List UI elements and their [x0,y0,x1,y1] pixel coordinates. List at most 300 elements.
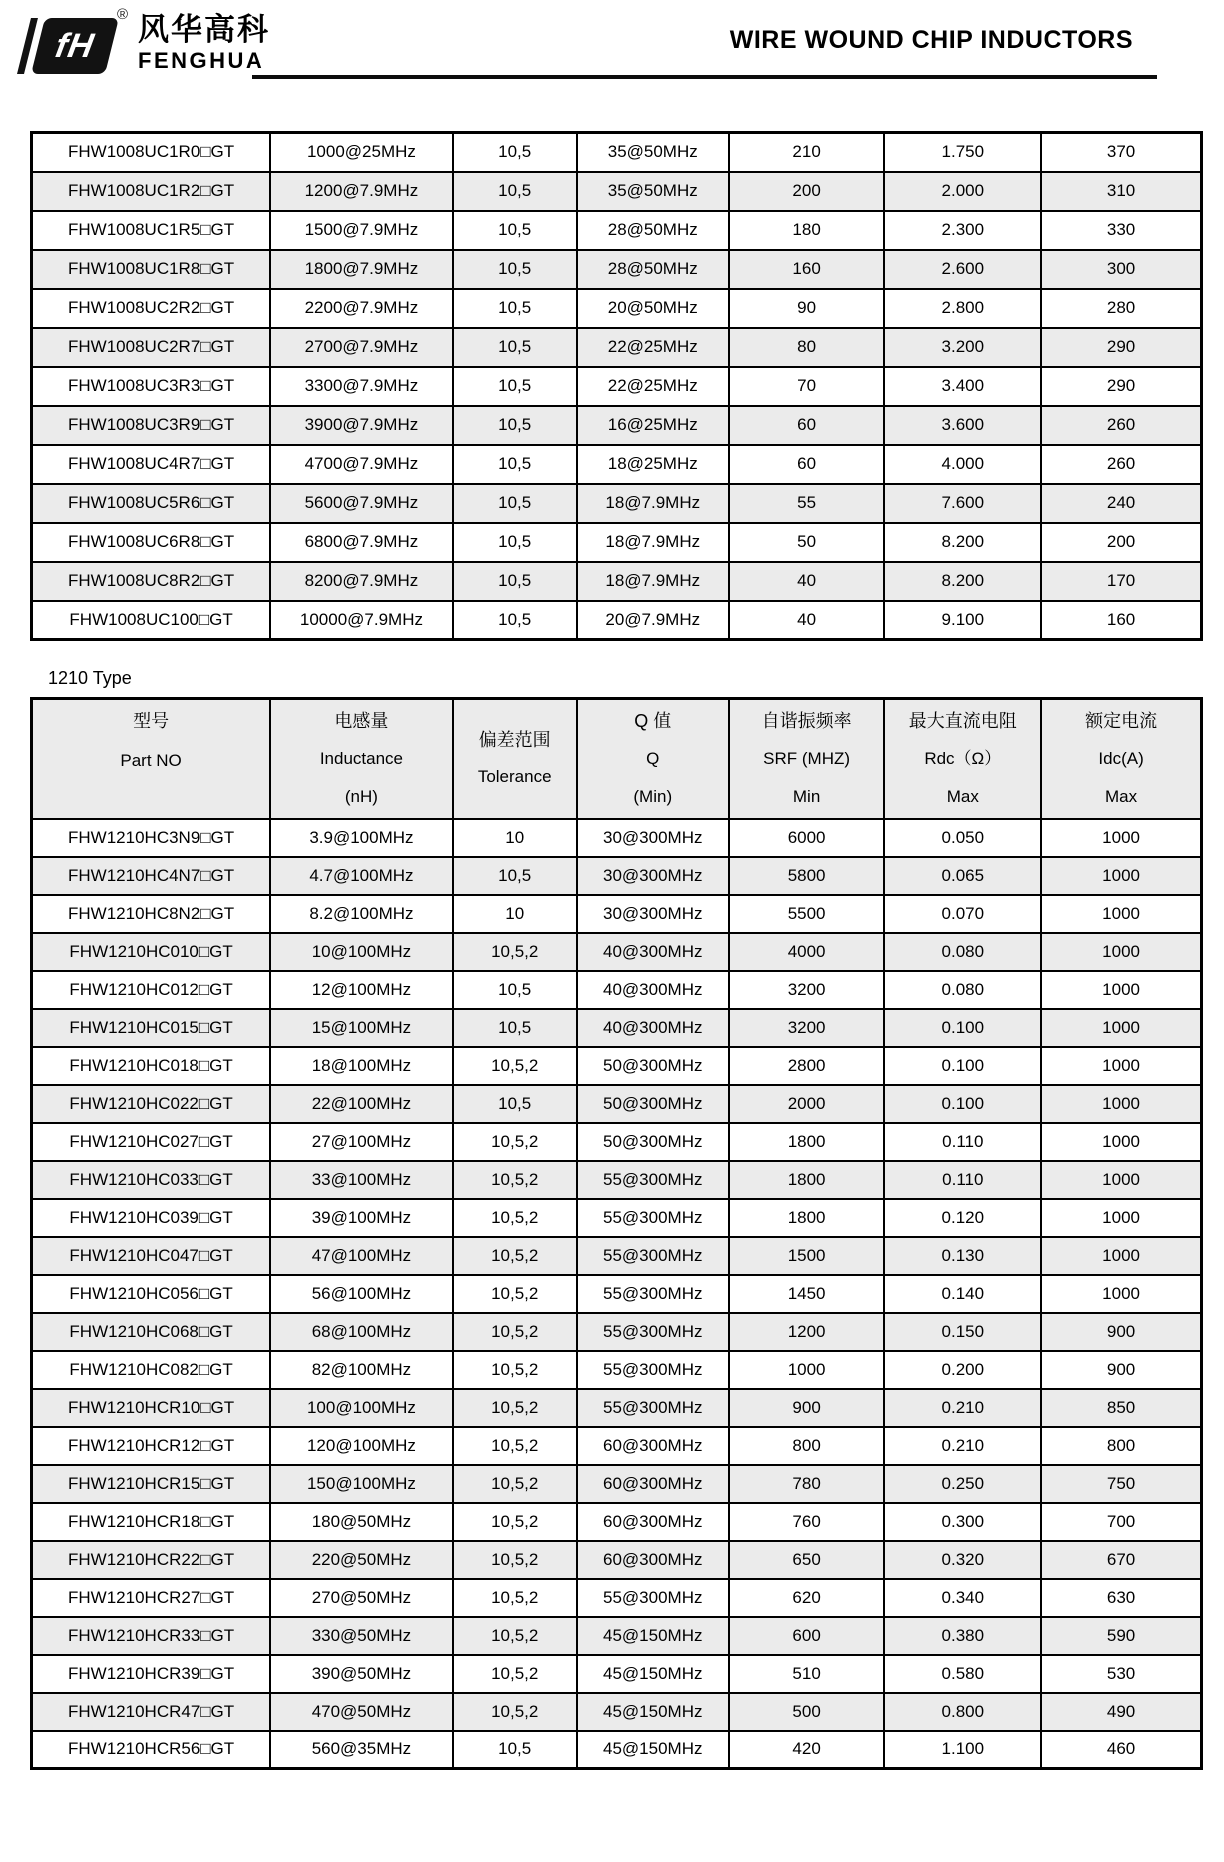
table-cell: 15@100MHz [270,1009,453,1047]
table-cell: 1000 [1041,1085,1201,1123]
table-cell: 22@25MHz [577,367,729,406]
table-cell: 18@100MHz [270,1047,453,1085]
table-row [32,328,1202,367]
table-cell: 2000 [729,1085,885,1123]
table-cell: 0.250 [884,1465,1041,1503]
table-cell: 0.580 [884,1655,1041,1693]
table-cell: 330 [1041,211,1201,250]
table-cell: FHW1008UC100□GT [32,601,271,640]
table-row [32,1047,1202,1085]
table-cell: 590 [1041,1617,1201,1655]
table-row [32,1275,1202,1313]
brand-text [138,14,270,72]
table-cell: 50@300MHz [577,1047,729,1085]
table-cell: 18@7.9MHz [577,523,729,562]
table-cell: 0.065 [884,857,1041,895]
table-cell: 150@100MHz [270,1465,453,1503]
col-header-part-no [32,699,271,819]
table-cell: 35@50MHz [577,133,729,172]
table-cell: 3.9@100MHz [270,819,453,857]
col-header-cn: Q 值 [634,711,672,731]
table-cell: 330@50MHz [270,1617,453,1655]
table-cell: 3200 [729,971,885,1009]
table-row [32,445,1202,484]
table-cell: 27@100MHz [270,1123,453,1161]
table-cell: 10,5 [453,250,577,289]
table-cell: 10,5,2 [453,1503,577,1541]
table-cell: 1000@25MHz [270,133,453,172]
table-cell: 55@300MHz [577,1275,729,1313]
table-cell: 0.140 [884,1275,1041,1313]
table-row [32,1313,1202,1351]
table-cell: 10,5,2 [453,1541,577,1579]
table-cell: FHW1210HCR22□GT [32,1541,271,1579]
table-cell: 45@150MHz [577,1693,729,1731]
table-cell: 8.200 [884,523,1041,562]
table-row [32,250,1202,289]
table-cell: 420 [729,1731,885,1769]
col-header-sub: Max [946,786,979,806]
table-cell: 60@300MHz [577,1503,729,1541]
col-header-en: SRF (MHZ) [763,748,851,768]
col-header-cn: 最大直流电阻 [908,711,1017,731]
table-cell: FHW1210HC010□GT [32,933,271,971]
table-cell: 55 [729,484,885,523]
table-cell: 2700@7.9MHz [270,328,453,367]
table-cell: 10,5,2 [453,1047,577,1085]
table-cell: 1000 [1041,933,1201,971]
table-row [32,1237,1202,1275]
table-cell: 460 [1041,1731,1201,1769]
table-cell: 3.400 [884,367,1041,406]
table-cell: 8.2@100MHz [270,895,453,933]
table-cell: 56@100MHz [270,1275,453,1313]
table-cell: FHW1210HCR15□GT [32,1465,271,1503]
table-cell: 280 [1041,289,1201,328]
table-cell: FHW1210HC022□GT [32,1085,271,1123]
table-cell: 0.100 [884,1047,1041,1085]
table-cell: 10,5,2 [453,1427,577,1465]
col-header-idc [1041,699,1201,819]
table-cell: 10,5 [453,1085,577,1123]
table-cell: 4.7@100MHz [270,857,453,895]
table-cell: 800 [1041,1427,1201,1465]
table-cell: FHW1008UC6R8□GT [32,523,271,562]
table-cell: 55@300MHz [577,1199,729,1237]
table-cell: 16@25MHz [577,406,729,445]
table-cell: 1800@7.9MHz [270,250,453,289]
col-header-cn: 型号 [133,711,170,731]
table-cell: 0.080 [884,933,1041,971]
table-cell: 180 [729,211,885,250]
logo-mark-letters: fH [52,26,98,65]
table-cell: 30@300MHz [577,819,729,857]
table-cell: FHW1210HC056□GT [32,1275,271,1313]
table-cell: 560@35MHz [270,1731,453,1769]
table-cell: 780 [729,1465,885,1503]
table-cell: 700 [1041,1503,1201,1541]
table-cell: 1500 [729,1237,885,1275]
table-cell: 160 [1041,601,1201,640]
table-cell: 630 [1041,1579,1201,1617]
table-cell: 90 [729,289,885,328]
table-cell: 800 [729,1427,885,1465]
table-cell: 10,5 [453,133,577,172]
table-cell: 60@300MHz [577,1465,729,1503]
table-cell: 10,5 [453,406,577,445]
table-cell: FHW1008UC2R7□GT [32,328,271,367]
fenghua-logo-icon [24,6,128,74]
table-cell: 0.200 [884,1351,1041,1389]
col-header-srf [729,699,885,819]
table-row [32,1731,1202,1769]
table-cell: 10,5 [453,484,577,523]
table-row [32,484,1202,523]
table-cell: 45@150MHz [577,1617,729,1655]
table-cell: 0.110 [884,1161,1041,1199]
table-cell: 1000 [1041,1199,1201,1237]
table-cell: 50 [729,523,885,562]
table-cell: FHW1210HCR10□GT [32,1389,271,1427]
col-header-tolerance [453,699,577,819]
table-cell: 10,5 [453,857,577,895]
table-cell: 10,5,2 [453,933,577,971]
table-cell: 55@300MHz [577,1161,729,1199]
table-cell: 390@50MHz [270,1655,453,1693]
table-cell: 210 [729,133,885,172]
table-cell: 50@300MHz [577,1123,729,1161]
page-title: WIRE WOUND CHIP INDUCTORS [729,26,1133,54]
table-cell: 9.100 [884,601,1041,640]
table-cell: 0.050 [884,819,1041,857]
table-cell: 3200 [729,1009,885,1047]
col-header-en: Tolerance [477,767,552,787]
table-cell: 2.000 [884,172,1041,211]
table-cell: FHW1008UC1R0□GT [32,133,271,172]
table-1210hc-body [32,819,1202,1769]
table-cell: FHW1210HCR27□GT [32,1579,271,1617]
table-cell: 40@300MHz [577,1009,729,1047]
table-cell: 55@300MHz [577,1237,729,1275]
table-cell: 0.800 [884,1693,1041,1731]
table-cell: 0.320 [884,1541,1041,1579]
table-cell: 10000@7.9MHz [270,601,453,640]
table-cell: 5600@7.9MHz [270,484,453,523]
table-cell: 0.100 [884,1009,1041,1047]
table-cell: 40 [729,562,885,601]
table-cell: 55@300MHz [577,1389,729,1427]
fenghua-logo [24,4,270,74]
table-1008uc-body [32,133,1202,640]
table-row [32,933,1202,971]
col-header-cn: 偏差范围 [478,730,551,751]
section-label-1210-type: 1210 Type [48,668,132,688]
table-cell: 260 [1041,406,1201,445]
table-cell: 1000 [1041,1123,1201,1161]
table-cell: 10,5,2 [453,1275,577,1313]
table-cell: 5500 [729,895,885,933]
table-cell: 1200 [729,1313,885,1351]
table-cell: 10,5 [453,289,577,328]
table-cell: 1000 [1041,857,1201,895]
table-cell: 45@150MHz [577,1655,729,1693]
table-cell: 530 [1041,1655,1201,1693]
table-cell: 1.750 [884,133,1041,172]
table-cell: 3900@7.9MHz [270,406,453,445]
table-cell: 10,5,2 [453,1389,577,1427]
table-cell: 600 [729,1617,885,1655]
col-header-en: Part NO [120,751,182,770]
table-row [32,1123,1202,1161]
table-cell: 900 [1041,1313,1201,1351]
table-cell: 270@50MHz [270,1579,453,1617]
table-cell: 3300@7.9MHz [270,367,453,406]
table-cell: 670 [1041,1541,1201,1579]
table-cell: 500 [729,1693,885,1731]
table-cell: 10 [453,819,577,857]
table-cell: 0.380 [884,1617,1041,1655]
table-cell: 40 [729,601,885,640]
table-row [32,1579,1202,1617]
table-cell: 0.150 [884,1313,1041,1351]
table-cell: 4000 [729,933,885,971]
col-header-en: Inductance [319,748,404,768]
table-cell: 1.100 [884,1731,1041,1769]
table-cell: FHW1210HC018□GT [32,1047,271,1085]
table-cell: 0.120 [884,1199,1041,1237]
table-cell: 50@300MHz [577,1085,729,1123]
table-cell: FHW1008UC5R6□GT [32,484,271,523]
table-cell: FHW1210HCR18□GT [32,1503,271,1541]
table-row [32,211,1202,250]
table-cell: 1500@7.9MHz [270,211,453,250]
table-cell: 1800 [729,1199,885,1237]
table-cell: 220@50MHz [270,1541,453,1579]
table-cell: 1000 [1041,1161,1201,1199]
table-cell: 6800@7.9MHz [270,523,453,562]
table-cell: FHW1210HC047□GT [32,1237,271,1275]
table-row [32,1161,1202,1199]
table-cell: 0.080 [884,971,1041,1009]
table-cell: 10,5,2 [453,1199,577,1237]
table-cell: 20@50MHz [577,289,729,328]
table-cell: 18@7.9MHz [577,562,729,601]
table-cell: FHW1210HC033□GT [32,1161,271,1199]
table-cell: 22@100MHz [270,1085,453,1123]
table-cell: 180@50MHz [270,1503,453,1541]
table-cell: 0.130 [884,1237,1041,1275]
table-cell: FHW1210HC4N7□GT [32,857,271,895]
table-cell: FHW1210HC012□GT [32,971,271,1009]
table-cell: 10,5 [453,562,577,601]
table-1210hc-header [32,699,1202,819]
table-cell: 10,5,2 [453,1351,577,1389]
col-header-cn: 额定电流 [1085,711,1158,731]
table-row [32,367,1202,406]
table-cell: FHW1008UC3R3□GT [32,367,271,406]
col-header-cn: 自谐振频率 [761,711,852,731]
table-cell: 30@300MHz [577,895,729,933]
table-cell: 10,5 [453,601,577,640]
table-cell: 39@100MHz [270,1199,453,1237]
table-row [32,289,1202,328]
table-cell: 120@100MHz [270,1427,453,1465]
table-cell: 60 [729,445,885,484]
table-row [32,601,1202,640]
col-header-q [577,699,729,819]
table-cell: 10,5,2 [453,1161,577,1199]
table-cell: 1000 [1041,971,1201,1009]
table-cell: 4700@7.9MHz [270,445,453,484]
table-cell: FHW1008UC1R8□GT [32,250,271,289]
table-cell: 10,5 [453,328,577,367]
table-cell: 760 [729,1503,885,1541]
table-cell: 7.600 [884,484,1041,523]
table-cell: 310 [1041,172,1201,211]
table-cell: 10,5 [453,172,577,211]
table-cell: 1000 [1041,1047,1201,1085]
table-cell: 900 [729,1389,885,1427]
table-cell: 8200@7.9MHz [270,562,453,601]
table-cell: 28@50MHz [577,211,729,250]
table-cell: 240 [1041,484,1201,523]
table-row [32,172,1202,211]
table-cell: 750 [1041,1465,1201,1503]
table-cell: 55@300MHz [577,1313,729,1351]
table-cell: 1000 [1041,1009,1201,1047]
table-cell: 35@50MHz [577,172,729,211]
table-cell: 200 [729,172,885,211]
col-header-en: Idc(A) [1098,748,1144,768]
table-cell: 0.210 [884,1427,1041,1465]
logo-mark-shape [31,18,119,74]
header-row [32,699,1202,819]
table-cell: 510 [729,1655,885,1693]
table-cell: 0.100 [884,1085,1041,1123]
table-row [32,819,1202,857]
table-cell: 490 [1041,1693,1201,1731]
table-row [32,1655,1202,1693]
table-1210hc [30,697,1203,1770]
table-cell: 1000 [1041,1275,1201,1313]
table-cell: FHW1210HC8N2□GT [32,895,271,933]
table-cell: FHW1210HC068□GT [32,1313,271,1351]
table-cell: 10,5,2 [453,1123,577,1161]
col-header-sub: Min [792,786,821,806]
table-cell: 47@100MHz [270,1237,453,1275]
table-cell: 10,5 [453,523,577,562]
table-cell: 10,5 [453,367,577,406]
table-cell: 10,5,2 [453,1693,577,1731]
table-cell: 60 [729,406,885,445]
table-cell: 4.000 [884,445,1041,484]
table-cell: 80 [729,328,885,367]
table-cell: 1800 [729,1161,885,1199]
table-cell: 100@100MHz [270,1389,453,1427]
table-row [32,133,1202,172]
table-row [32,895,1202,933]
table-row [32,857,1202,895]
table-cell: 650 [729,1541,885,1579]
table-cell: 0.110 [884,1123,1041,1161]
table-row [32,1465,1202,1503]
table-cell: 10 [453,895,577,933]
table-cell: 40@300MHz [577,933,729,971]
table-cell: FHW1008UC1R2□GT [32,172,271,211]
table-cell: 1800 [729,1123,885,1161]
col-header-en: Q [646,748,660,768]
col-header-inductance [270,699,453,819]
table-cell: 5800 [729,857,885,895]
page-header [30,0,1203,79]
table-cell: 1000 [729,1351,885,1389]
table-cell: 10,5,2 [453,1465,577,1503]
table-cell: 28@50MHz [577,250,729,289]
table-cell: 1000 [1041,1237,1201,1275]
table-cell: 2.600 [884,250,1041,289]
table-row [32,562,1202,601]
table-cell: 10,5,2 [453,1579,577,1617]
table-cell: 10,5 [453,445,577,484]
table-row [32,1389,1202,1427]
table-cell: 33@100MHz [270,1161,453,1199]
table-cell: 0.340 [884,1579,1041,1617]
table-cell: 1450 [729,1275,885,1313]
table-row [32,1503,1202,1541]
table-cell: 2.800 [884,289,1041,328]
table-cell: FHW1210HC039□GT [32,1199,271,1237]
col-header-sub: (Min) [633,786,673,806]
table-cell: FHW1210HCR12□GT [32,1427,271,1465]
table-cell: 70 [729,367,885,406]
table-row [32,1085,1202,1123]
table-row [32,406,1202,445]
table-cell: FHW1210HCR47□GT [32,1693,271,1731]
table-row [32,971,1202,1009]
table-cell: 60@300MHz [577,1541,729,1579]
brand-name-cn: 风华高科 [138,12,270,47]
table-row [32,1427,1202,1465]
table-row [32,1351,1202,1389]
table-cell: 160 [729,250,885,289]
table-cell: FHW1210HCR33□GT [32,1617,271,1655]
table-cell: 260 [1041,445,1201,484]
col-header-cn: 电感量 [334,711,389,731]
table-cell: 55@300MHz [577,1579,729,1617]
table-cell: 300 [1041,250,1201,289]
table-row [32,1009,1202,1047]
table-cell: 10,5 [453,1731,577,1769]
table-cell: 10,5,2 [453,1237,577,1275]
table-cell: 82@100MHz [270,1351,453,1389]
table-cell: 10,5,2 [453,1655,577,1693]
table-row [32,1199,1202,1237]
table-cell: FHW1210HC3N9□GT [32,819,271,857]
col-header-sub: (nH) [344,786,378,806]
table-cell: FHW1008UC1R5□GT [32,211,271,250]
col-header-sub: Max [1105,786,1138,806]
table-cell: 1000 [1041,819,1201,857]
table-row [32,1693,1202,1731]
table-cell: 40@300MHz [577,971,729,1009]
table-cell: 10,5 [453,1009,577,1047]
table-cell: 0.070 [884,895,1041,933]
registered-trademark-icon: ® [116,6,128,23]
table-cell: FHW1210HC082□GT [32,1351,271,1389]
table-cell: 3.600 [884,406,1041,445]
table-cell: 10,5,2 [453,1617,577,1655]
col-header-en: Rdc（Ω） [924,748,1002,768]
